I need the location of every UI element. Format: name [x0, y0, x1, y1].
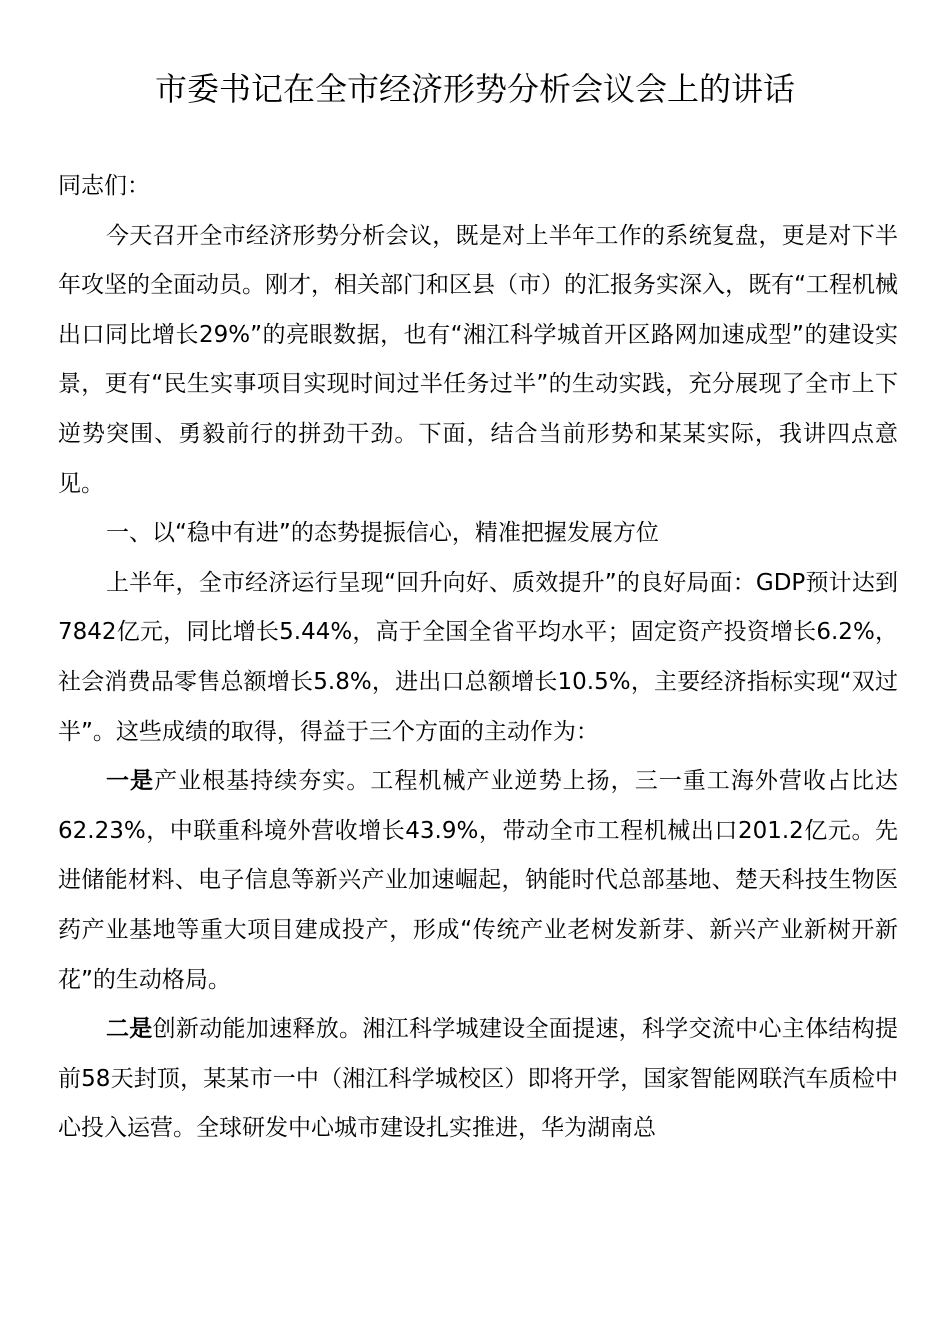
section1-overview-paragraph: 上半年，全市经济运行呈现“回升向好、质效提升”的良好局面：GDP预计达到7842亿元，同比增长5.44%，高于全国全省平均水平；固定资产投资增长6.2%，社会消费品零售总额增长5.8%，进出口总额增长10.5%，主要经济指标实现“双过半”。这些成绩的取得，得益于三个方面的主动作为：	[58, 569, 898, 745]
intro-paragraph: 今天召开全市经济形势分析会议，既是对上半年工作的系统复盘，更是对下半年攻坚的全面动员。刚才，相关部门和区县（市）的汇报务实深入，既有“工程机械出口同比增长29%”的亮眼数据，也有“湘江科学城首开区路网加速成型”的建设实景，更有“民生实事项目实现时间过半任务过半”的生动实践，充分展现了全市上下逆势突围、勇毅前行的拼劲干劲。下面，结合当前形势和某某实际，我讲四点意见。	[58, 222, 898, 497]
section-heading-1: 一、以“稳中有进”的态势提振信心，精准把握发展方位	[106, 520, 659, 547]
salutation: 同志们：	[58, 173, 150, 199]
point-1-paragraph	[58, 757, 898, 1005]
point-2-text: 创新动能加速释放。湘江科学城建设全面提速，科学交流中心主体结构提前58天封顶，某某市一中（湘江科学城校区）即将开学，国家智能网联汽车质检中心投入运营。全球研发中心城市建设扎实推进，华为湖南总	[58, 1016, 899, 1142]
document-title: 市委书记在全市经济形势分析会议会上的讲话	[154, 70, 795, 108]
document-body	[58, 162, 898, 1154]
point-2-lead: 二是	[106, 1016, 153, 1043]
point-2-paragraph	[58, 1005, 898, 1154]
point-1-text: 产业根基持续夯实。工程机械产业逆势上扬，三一重工海外营收占比达62.23%，中联重科境外营收增长43.9%，带动全市工程机械出口201.2亿元。先进储能材料、电子信息等新兴产业加速崛起，钠能时代总部基地、楚天科技生物医药产业基地等重大项目建成投产，形成“传统产业老树发新芽、新兴产业新树开新花”的生动格局。	[58, 768, 898, 993]
point-1-lead: 一是	[106, 768, 155, 795]
